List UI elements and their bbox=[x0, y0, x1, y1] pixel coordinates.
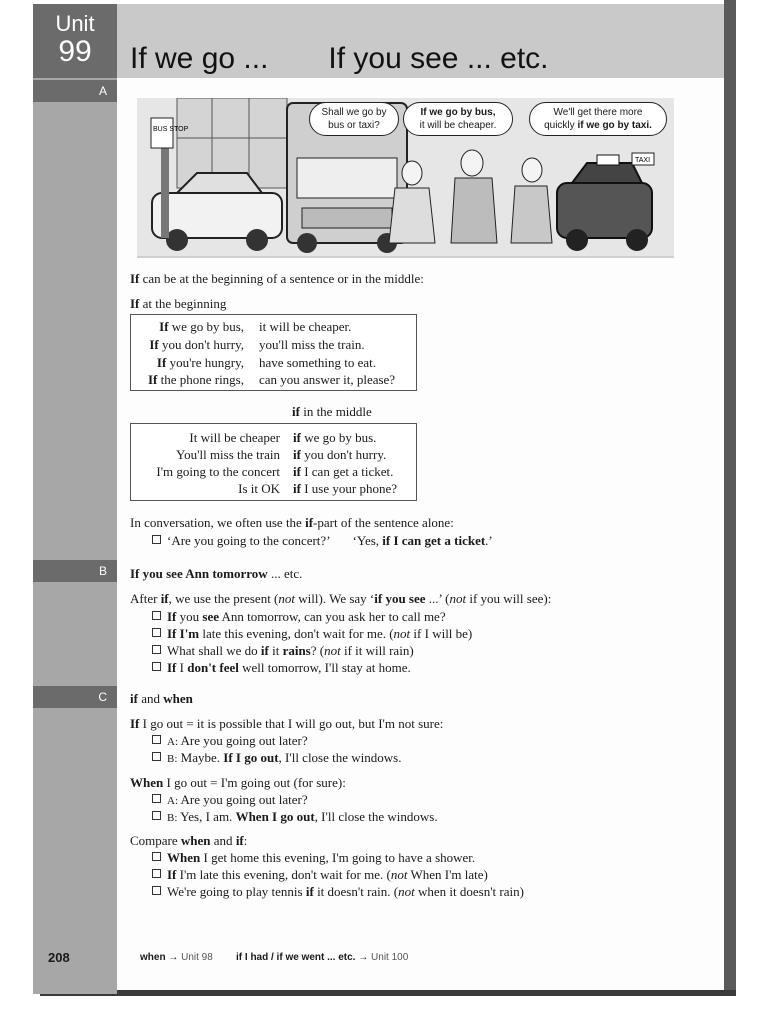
text: I get home this evening, I'm going to have a shower. bbox=[200, 850, 476, 865]
taxi-sign: TAXI bbox=[635, 157, 651, 164]
checkbox-bullet bbox=[152, 662, 161, 671]
list-item bbox=[152, 643, 414, 659]
list-item bbox=[152, 867, 488, 883]
kw: if bbox=[130, 691, 138, 706]
list-item bbox=[152, 809, 438, 826]
table-row bbox=[293, 447, 386, 463]
kw: if bbox=[160, 591, 169, 606]
text: Yes, I am. bbox=[177, 809, 236, 824]
text: if I had / if we went ... etc. → bbox=[236, 952, 372, 963]
a-conversation-note bbox=[130, 515, 454, 531]
text: and bbox=[137, 691, 164, 706]
text: not bbox=[324, 643, 341, 658]
text: it bbox=[268, 643, 283, 658]
c-heading bbox=[130, 691, 193, 707]
list-item bbox=[152, 750, 401, 767]
kw: if you see bbox=[374, 591, 426, 606]
checkbox-bullet bbox=[152, 628, 161, 637]
a-example bbox=[152, 533, 493, 549]
text: .’ bbox=[485, 533, 493, 548]
text: ‘Yes, bbox=[352, 533, 383, 548]
kw: If bbox=[167, 660, 177, 675]
page-number: 208 bbox=[48, 950, 70, 965]
cell: we go by bus, bbox=[168, 319, 244, 334]
unit-label: Unit bbox=[55, 11, 95, 36]
kw: When I go out bbox=[235, 809, 315, 824]
kw: If bbox=[130, 296, 140, 311]
kw: if I can get a ticket bbox=[382, 533, 486, 548]
checkbox-bullet bbox=[152, 735, 161, 744]
text: In conversation, we often use the bbox=[130, 515, 306, 530]
cell: the phone rings, bbox=[157, 372, 244, 387]
table-row bbox=[293, 464, 393, 480]
unit-badge bbox=[33, 4, 117, 78]
footer-ref-2[interactable] bbox=[236, 952, 408, 963]
cell: we go by bus. bbox=[300, 430, 377, 445]
text: not bbox=[449, 591, 467, 606]
bubble-1-text: Shall we go by bus or taxi? bbox=[321, 107, 387, 131]
kw: if bbox=[293, 481, 301, 496]
kw: if bbox=[293, 447, 301, 462]
cell: I can get a ticket. bbox=[300, 464, 394, 479]
kw: when bbox=[163, 691, 193, 706]
unit-link[interactable]: Unit 98 bbox=[181, 952, 213, 963]
footer-ref-1[interactable] bbox=[140, 952, 213, 963]
text: not bbox=[393, 626, 411, 641]
kw: see bbox=[202, 609, 219, 624]
text: ...’ ( bbox=[425, 591, 450, 606]
unit-link[interactable]: Unit 100 bbox=[371, 952, 409, 963]
table-cell: You'll miss the train bbox=[176, 447, 280, 462]
a-beginning-label bbox=[130, 296, 226, 312]
checkbox-bullet bbox=[152, 752, 161, 761]
kw: if bbox=[292, 404, 300, 419]
table-row bbox=[293, 481, 397, 497]
list-item bbox=[152, 792, 308, 809]
speech-bubble-1 bbox=[309, 102, 399, 136]
speech-bubble-3 bbox=[529, 102, 667, 136]
text: can be at the beginning of a sentence or in the middle: bbox=[139, 271, 424, 286]
text: Are you going out later? bbox=[178, 792, 308, 807]
text: When I'm late) bbox=[407, 867, 488, 882]
table-row bbox=[293, 430, 376, 446]
section-marker-c: C bbox=[33, 686, 117, 708]
text: Compare bbox=[130, 833, 181, 848]
list-item bbox=[152, 733, 308, 750]
table-cell: I'm going to the concert bbox=[156, 464, 280, 479]
text: ‘Are you going to the concert?’ bbox=[167, 533, 331, 548]
text: not bbox=[398, 884, 415, 899]
kw: rains bbox=[282, 643, 311, 658]
bubble-3-line-1: We'll get there more bbox=[553, 107, 643, 118]
text: it doesn't rain. ( bbox=[313, 884, 399, 899]
kw: if bbox=[260, 643, 269, 658]
text: What shall we do bbox=[167, 643, 261, 658]
speaker: A: bbox=[167, 736, 178, 748]
page-edge bbox=[724, 0, 736, 996]
kw: If bbox=[149, 337, 159, 352]
table-cell: it will be cheaper. bbox=[259, 319, 352, 334]
text: not bbox=[278, 591, 296, 606]
text: ... etc. bbox=[267, 566, 303, 581]
kw: When bbox=[130, 775, 164, 790]
kw: if bbox=[235, 833, 244, 848]
table-row bbox=[159, 319, 244, 335]
street-illustration bbox=[137, 98, 674, 258]
sidebar bbox=[33, 4, 117, 994]
text: , I'll close the windows. bbox=[314, 809, 438, 824]
text: if it will rain) bbox=[340, 643, 414, 658]
kw: When bbox=[167, 850, 201, 865]
title-part-2: If you see ... etc. bbox=[328, 42, 549, 75]
b-heading bbox=[130, 566, 302, 582]
kw: If bbox=[130, 271, 140, 286]
title-part-1: If we go ... bbox=[130, 42, 269, 75]
b-explanation bbox=[130, 591, 551, 607]
text: late this evening, don't wait for me. ( bbox=[199, 626, 394, 641]
list-item bbox=[152, 626, 472, 642]
unit-number: 99 bbox=[58, 35, 92, 68]
text: if you will see): bbox=[466, 591, 552, 606]
text: Are you going out later? bbox=[178, 733, 308, 748]
kw: If bbox=[167, 867, 177, 882]
table-row bbox=[148, 372, 244, 388]
kw: If bbox=[159, 319, 169, 334]
kw: If bbox=[147, 372, 158, 387]
checkbox-bullet bbox=[152, 886, 161, 895]
text: After bbox=[130, 591, 161, 606]
checkbox-bullet bbox=[152, 645, 161, 654]
page-title bbox=[130, 42, 549, 76]
list-item bbox=[152, 850, 475, 866]
table-cell: have something to eat. bbox=[259, 355, 376, 370]
text: in the middle bbox=[299, 404, 372, 419]
text: I'm late this evening, don't wait for me. ( bbox=[176, 867, 391, 882]
checkbox-bullet bbox=[152, 794, 161, 803]
checkbox-bullet bbox=[152, 852, 161, 861]
bubble-3-text: quickly bbox=[544, 120, 575, 131]
text: I go out = it is possible that I will go out, but I'm not sure: bbox=[139, 716, 444, 731]
checkbox-bullet bbox=[152, 811, 161, 820]
cell: I use your phone? bbox=[300, 481, 397, 496]
kw: if bbox=[293, 430, 301, 445]
bus-stop-sign: BUS STOP bbox=[153, 126, 189, 133]
kw: If I'm bbox=[167, 626, 200, 641]
text: , we use the present ( bbox=[168, 591, 279, 606]
c-when-definition bbox=[130, 775, 346, 791]
a-middle-label bbox=[292, 404, 372, 420]
list-item bbox=[152, 660, 411, 676]
table-row bbox=[149, 337, 244, 353]
table-cell: can you answer it, please? bbox=[259, 372, 396, 387]
list-item bbox=[152, 609, 446, 625]
text: -part of the sentence alone: bbox=[313, 515, 454, 530]
text: Maybe. bbox=[177, 750, 224, 765]
a-intro bbox=[130, 271, 424, 287]
kw: If bbox=[130, 716, 140, 731]
c-compare bbox=[130, 833, 247, 849]
section-marker-b: B bbox=[33, 560, 117, 582]
kw: If bbox=[156, 355, 167, 370]
bubble-3-bold: if we go by taxi. bbox=[577, 120, 652, 131]
cell: you don't hurry. bbox=[300, 447, 387, 462]
table-cell: Is it OK bbox=[238, 481, 280, 496]
c-if-definition bbox=[130, 716, 443, 732]
section-marker-a: A bbox=[33, 80, 117, 102]
kw: don't feel bbox=[187, 660, 239, 675]
table-row bbox=[157, 355, 244, 371]
page-shadow bbox=[40, 990, 736, 996]
list-item bbox=[152, 884, 524, 900]
bubble-2-text: it will be cheaper. bbox=[419, 120, 497, 131]
checkbox-bullet bbox=[152, 611, 161, 620]
kw: If you see Ann tomorrow bbox=[130, 566, 268, 581]
kw: if bbox=[305, 515, 314, 530]
text: Ann tomorrow, can you ask her to call me? bbox=[219, 609, 446, 624]
kw: If I go out bbox=[223, 750, 279, 765]
text: will). We say ‘ bbox=[295, 591, 375, 606]
kw: if bbox=[293, 464, 301, 479]
text: We're going to play tennis bbox=[167, 884, 306, 899]
text: you bbox=[176, 609, 203, 624]
text: when → bbox=[140, 952, 182, 963]
text: and bbox=[210, 833, 236, 848]
text: I go out = I'm going out (for sure): bbox=[163, 775, 346, 790]
table-cell: you'll miss the train. bbox=[259, 337, 365, 352]
text: at the beginning bbox=[139, 296, 227, 311]
text: well tomorrow, I'll stay at home. bbox=[238, 660, 411, 675]
checkbox-bullet bbox=[152, 869, 161, 878]
text: , I'll close the windows. bbox=[278, 750, 402, 765]
text: not bbox=[390, 867, 408, 882]
speaker: B: bbox=[167, 753, 178, 765]
table-cell: It will be cheaper bbox=[189, 430, 280, 445]
speaker: A: bbox=[167, 795, 178, 807]
text: if I will be) bbox=[410, 626, 473, 641]
cell: you don't hurry, bbox=[158, 337, 244, 352]
kw: if bbox=[305, 884, 314, 899]
speaker: B: bbox=[167, 812, 178, 824]
text: I bbox=[176, 660, 188, 675]
cell: you're hungry, bbox=[166, 355, 244, 370]
checkbox-bullet bbox=[152, 535, 161, 544]
text: when it doesn't rain) bbox=[414, 884, 524, 899]
bubble-2-bold: If we go by bus, bbox=[420, 107, 496, 118]
kw: If bbox=[167, 609, 177, 624]
kw: when bbox=[180, 833, 211, 848]
text: ? ( bbox=[310, 643, 325, 658]
text: : bbox=[243, 833, 248, 848]
speech-bubble-2 bbox=[403, 102, 513, 136]
